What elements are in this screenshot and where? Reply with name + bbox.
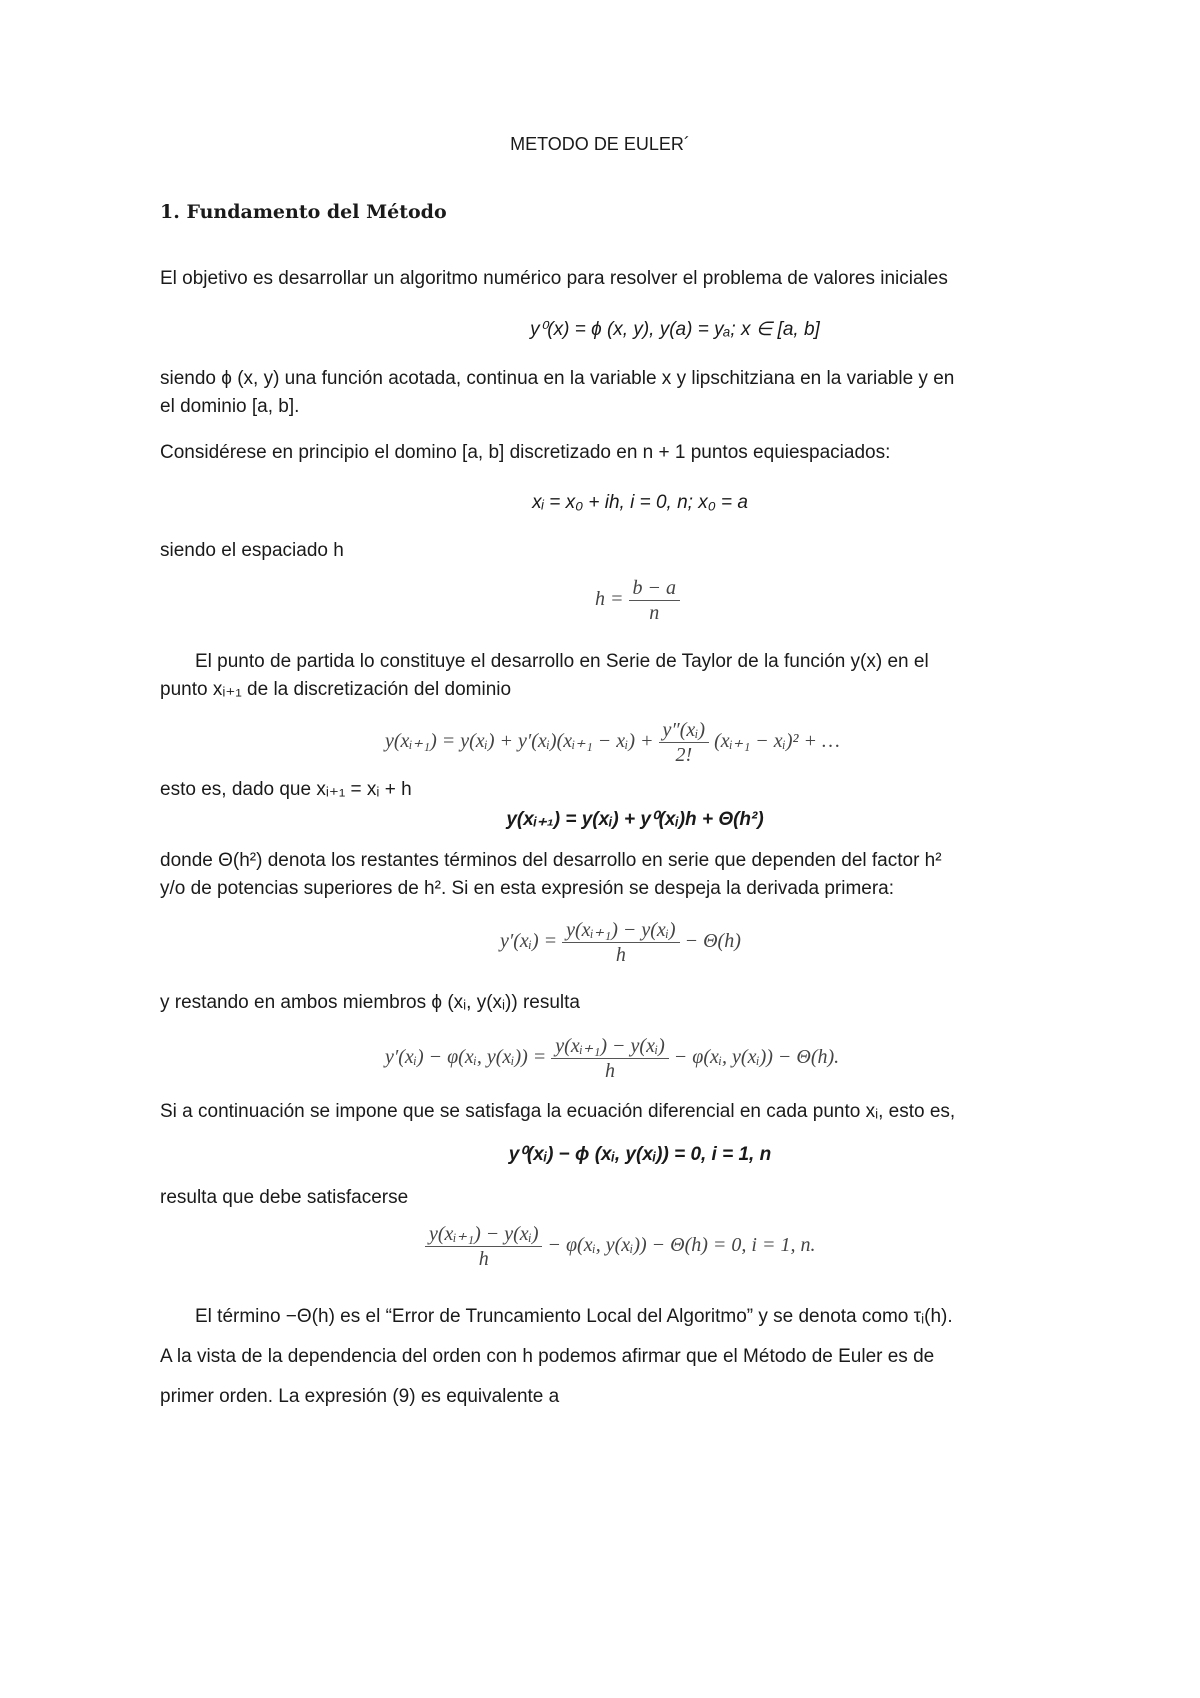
paragraph-siendo-line2: el dominio [a, b]. xyxy=(160,396,300,417)
equation-restando-numerator: y(xᵢ₊₁) − y(xᵢ) xyxy=(551,1034,668,1059)
equation-final xyxy=(425,1222,815,1271)
equation-final-fraction xyxy=(425,1222,542,1271)
equation-h-numerator: b − a xyxy=(629,576,681,601)
equation-derivative-denominator: h xyxy=(615,944,626,966)
equation-restando-lhs: y′(xᵢ) − φ(xᵢ, y(xᵢ)) = xyxy=(385,1046,547,1069)
equation-derivative-numerator: y(xᵢ₊₁) − y(xᵢ) xyxy=(562,918,679,943)
paragraph-considerese: Considérese en principio el domino [a, b] discretizado en n + 1 puntos equiespaciados: xyxy=(160,442,891,463)
equation-nodes: xᵢ = x₀ + ih, i = 0, n; x₀ = a xyxy=(532,492,748,513)
paragraph-taylor-line2: punto xᵢ₊₁ de la discretización del dominio xyxy=(160,679,512,700)
equation-taylor-numerator: y″(xᵢ) xyxy=(659,718,710,743)
equation-restando-fraction xyxy=(551,1034,668,1083)
paragraph-vista: A la vista de la dependencia del orden con h podemos afirmar que el Método de Euler es de xyxy=(160,1346,935,1367)
equation-h xyxy=(595,576,680,625)
equation-h-fraction xyxy=(629,576,681,625)
equation-taylor-denominator: 2! xyxy=(675,744,693,766)
equation-restando-denominator: h xyxy=(605,1060,616,1082)
equation-derivative xyxy=(500,918,741,967)
equation-series: y(xᵢ₊₁) = y(xᵢ) + y⁰(xᵢ)h + Θ(h²) xyxy=(506,809,764,830)
equation-final-numerator: y(xᵢ₊₁) − y(xᵢ) xyxy=(425,1222,542,1247)
equation-taylor-rest: (xᵢ₊₁ − xᵢ)² + … xyxy=(714,730,840,753)
paragraph-primer: primer orden. La expresión (9) es equivalente a xyxy=(160,1386,560,1407)
paragraph-esto: esto es, dado que xᵢ₊₁ = xᵢ + h xyxy=(160,779,412,800)
equation-derivative-fraction xyxy=(562,918,679,967)
equation-restando-rest: − φ(xᵢ, y(xᵢ)) − Θ(h). xyxy=(673,1046,840,1069)
equation-h-lhs: h = xyxy=(595,588,624,611)
equation-taylor-fraction xyxy=(659,718,710,767)
equation-final-rest: − φ(xᵢ, y(xᵢ)) − Θ(h) = 0, i = 1, n. xyxy=(547,1234,816,1257)
paragraph-donde-line1: donde Θ(h²) denota los restantes términos del desarrollo en serie que dependen del factor h² xyxy=(160,850,942,871)
equation-taylor-lhs: y(xᵢ₊₁) = y(xᵢ) + y′(xᵢ)(xᵢ₊₁ − xᵢ) + xyxy=(385,730,654,753)
equation-final-denominator: h xyxy=(478,1248,489,1270)
paragraph-intro: El objetivo es desarrollar un algoritmo numérico para resolver el problema de valores iniciales xyxy=(160,268,948,289)
equation-impone: y⁰(xᵢ) − ϕ (xᵢ, y(xᵢ)) = 0, i = 1, n xyxy=(508,1144,772,1165)
equation-derivative-lhs: y′(xᵢ) = xyxy=(500,930,558,953)
paragraph-restando: y restando en ambos miembros ϕ (xᵢ, y(xᵢ)) resulta xyxy=(160,992,580,1013)
paragraph-taylor-line1: El punto de partida lo constituye el desarrollo en Serie de Taylor de la función y(x) en el xyxy=(195,651,929,672)
section-heading: 1. Fundamento del Método xyxy=(160,201,447,223)
paragraph-siendo-line1: siendo ϕ (x, y) una función acotada, continua en la variable x y lipschitziana en la variable y en xyxy=(160,368,955,389)
paragraph-espaciado: siendo el espaciado h xyxy=(160,540,344,561)
equation-restando xyxy=(385,1034,839,1083)
equation-taylor xyxy=(385,718,840,767)
paragraph-donde-line2: y/o de potencias superiores de h². Si en esta expresión se despeja la derivada primera: xyxy=(160,878,895,899)
paragraph-impone: Si a continuación se impone que se satisfaga la ecuación diferencial en cada punto xᵢ, esto es, xyxy=(160,1101,956,1122)
document-title: METODO DE EULER´ xyxy=(510,134,690,154)
paragraph-resulta: resulta que debe satisfacerse xyxy=(160,1187,409,1208)
paragraph-termino: El término −Θ(h) es el “Error de Truncamiento Local del Algoritmo” y se denota como τᵢ(h). xyxy=(195,1306,953,1327)
equation-ivp: y⁰(x) = ϕ (x, y), y(a) = yₐ; x ∈ [a, b] xyxy=(530,319,820,340)
equation-h-denominator: n xyxy=(649,602,660,624)
equation-derivative-rest: − Θ(h) xyxy=(684,930,741,953)
